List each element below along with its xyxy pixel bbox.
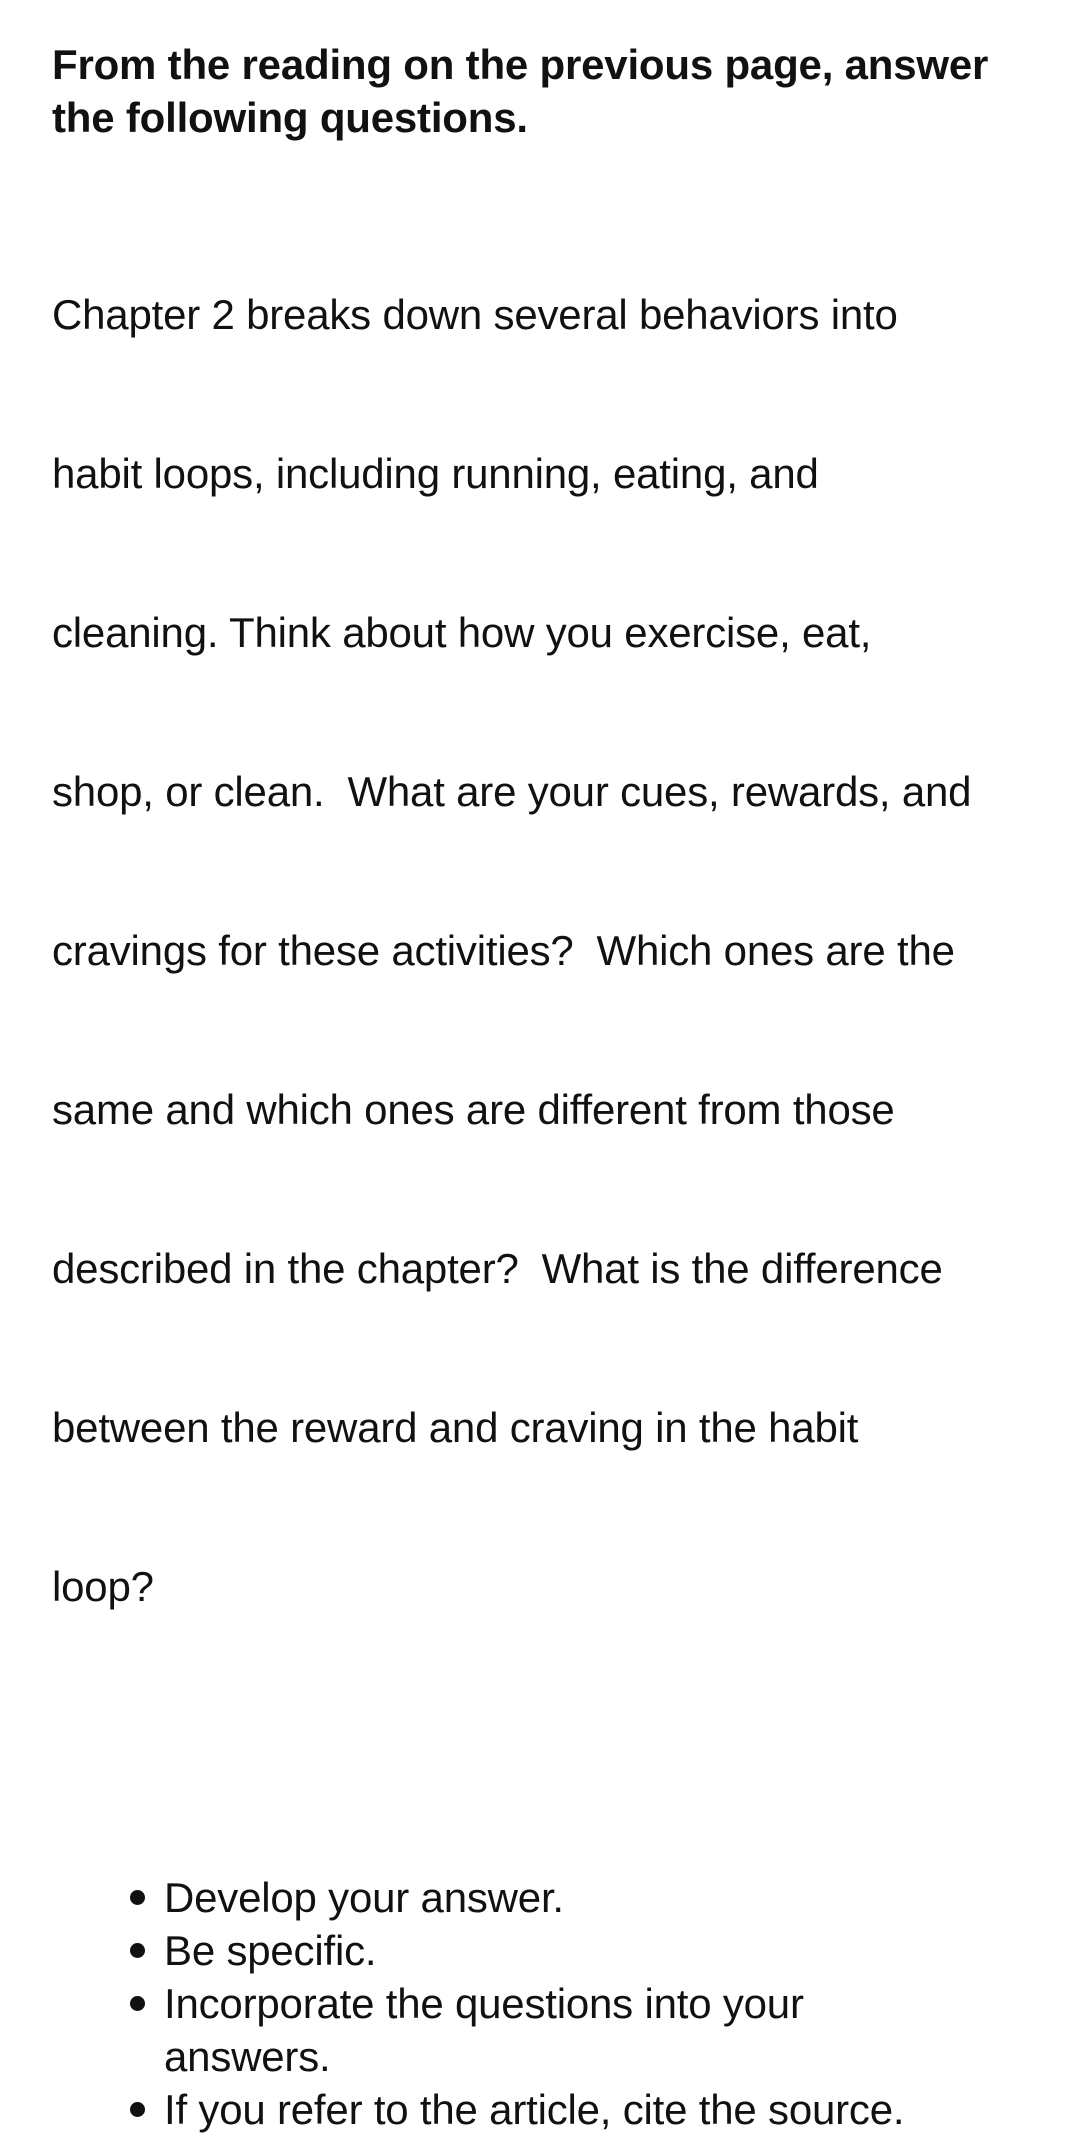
bullet-icon <box>130 1943 145 1958</box>
bullet-icon <box>130 2102 145 2117</box>
prompt-line: between the reward and craving in the habit <box>52 1404 859 1451</box>
prompt-line: Chapter 2 breaks down several behaviors into <box>52 291 898 338</box>
instruction-text: Develop your answer. <box>164 1874 564 1921</box>
instruction-text: If you refer to the article, cite the source. <box>164 2086 905 2133</box>
page-heading <box>52 38 1042 144</box>
question-prompt <box>52 182 1042 1719</box>
heading-line: From the reading on the previous page, answer <box>52 41 989 88</box>
prompt-line: loop? <box>52 1563 154 1610</box>
bullet-icon <box>130 1890 145 1905</box>
prompt-line: cleaning. Think about how you exercise, eat, <box>52 609 872 656</box>
bullet-icon <box>130 1996 145 2011</box>
prompt-line: described in the chapter? What is the difference <box>52 1245 943 1292</box>
instruction-text: Be specific. <box>164 1927 377 1974</box>
prompt-line: same and which ones are different from those <box>52 1086 895 1133</box>
document-page <box>52 38 1042 2136</box>
instruction-item <box>52 1924 1042 1977</box>
instruction-item <box>52 2083 1042 2136</box>
prompt-line: cravings for these activities? Which ones are the <box>52 927 955 974</box>
instruction-text: Incorporate the questions into your <box>164 1980 804 2027</box>
instruction-item <box>52 1977 1042 2083</box>
prompt-line: habit loops, including running, eating, and <box>52 450 819 497</box>
instruction-text: answers. <box>164 2033 331 2080</box>
heading-line: the following questions. <box>52 94 528 141</box>
prompt-line: shop, or clean. What are your cues, rewards, and <box>52 768 972 815</box>
instruction-item <box>52 1871 1042 1924</box>
instructions-list <box>52 1871 1042 2136</box>
